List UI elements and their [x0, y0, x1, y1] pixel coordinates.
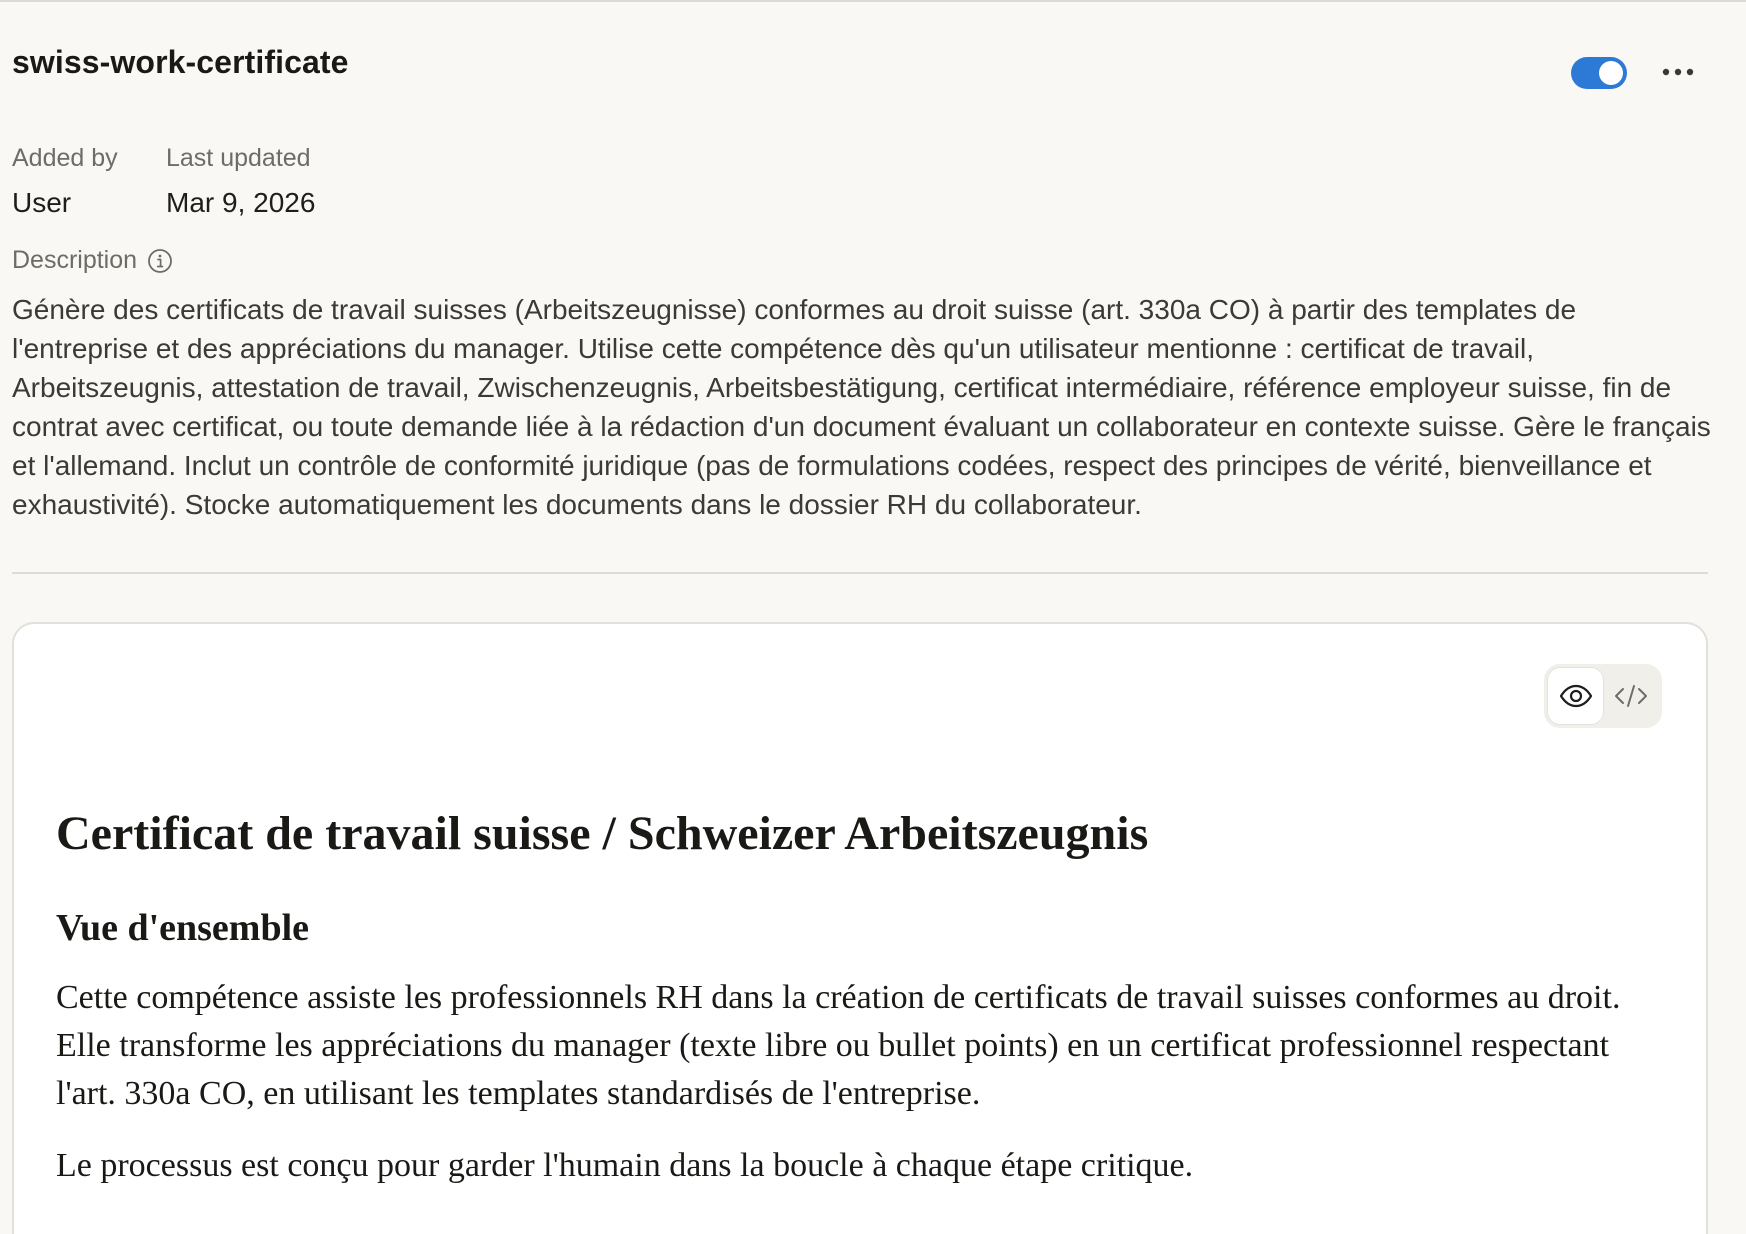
skill-title: swiss-work-certificate [12, 44, 349, 80]
last-updated-value: Mar 9, 2026 [166, 187, 316, 218]
skill-document-preview [56, 804, 1656, 1190]
document-section-heading: Vue d'ensemble [56, 907, 310, 949]
added-by-value: User [12, 187, 72, 218]
description-heading [12, 246, 173, 275]
document-paragraph: Cette compétence assiste les professionnels RH dans la création de certificats de travail suisses conformes au droit. Elle transforme les appréciations du manager (texte libre ou bullet points) en un certificat professionnel respectant l'art. 330a CO, en utilisant les templates standardisés de l'entreprise. [56, 979, 1621, 1112]
last-updated-group [166, 144, 315, 219]
view-mode-toggle [1544, 664, 1662, 728]
section-divider [12, 572, 1708, 574]
last-updated-label: Last updated [166, 144, 311, 172]
added-by-label: Added by [12, 144, 118, 172]
more-options-button[interactable] [1658, 54, 1698, 90]
toggle-knob-icon [1599, 61, 1623, 85]
description-text: Génère des certificats de travail suisses (Arbeitszeugnisse) conformes au droit suisse (art. 330a CO) à partir des templates de l'entreprise et des appréciations du manager. Utilise cette compétence dès qu'un utilisateur mentionne : certificat de travail, Arbeitszeugnis, attestation de travail, Zwischenzeugnis, Arbeitsbestätigung, certificat intermédiaire, référence employeur suisse, fin de contrat avec certificat, ou toute demande liée à la rédaction d'un document évaluant un collaborateur en contexte suisse. Gère le français et l'allemand. Inclut un contrôle de conformité juridique (pas de formulations codées, respect des principes de vérité, bienveillance et exhaustivité). Stocke automatiquement les documents dans le dossier RH du collaborateur. [12, 294, 1711, 520]
more-horizontal-icon [1662, 68, 1694, 76]
code-mode-button[interactable] [1603, 668, 1658, 724]
document-paragraph: Le processus est conçu pour garder l'humain dans la boucle à chaque étape critique. [56, 1147, 1194, 1184]
preview-mode-button[interactable] [1548, 668, 1603, 724]
info-circle-icon[interactable] [147, 248, 173, 274]
code-icon [1614, 683, 1648, 709]
added-by-group [12, 144, 118, 219]
description-label: Description [12, 246, 138, 274]
skill-header [12, 44, 1746, 94]
eye-icon [1559, 684, 1593, 708]
skill-enabled-toggle[interactable] [1571, 57, 1627, 89]
document-title: Certificat de travail suisse / Schweizer Arbeitszeugnis [56, 807, 1149, 860]
skill-content-card [12, 622, 1708, 1234]
